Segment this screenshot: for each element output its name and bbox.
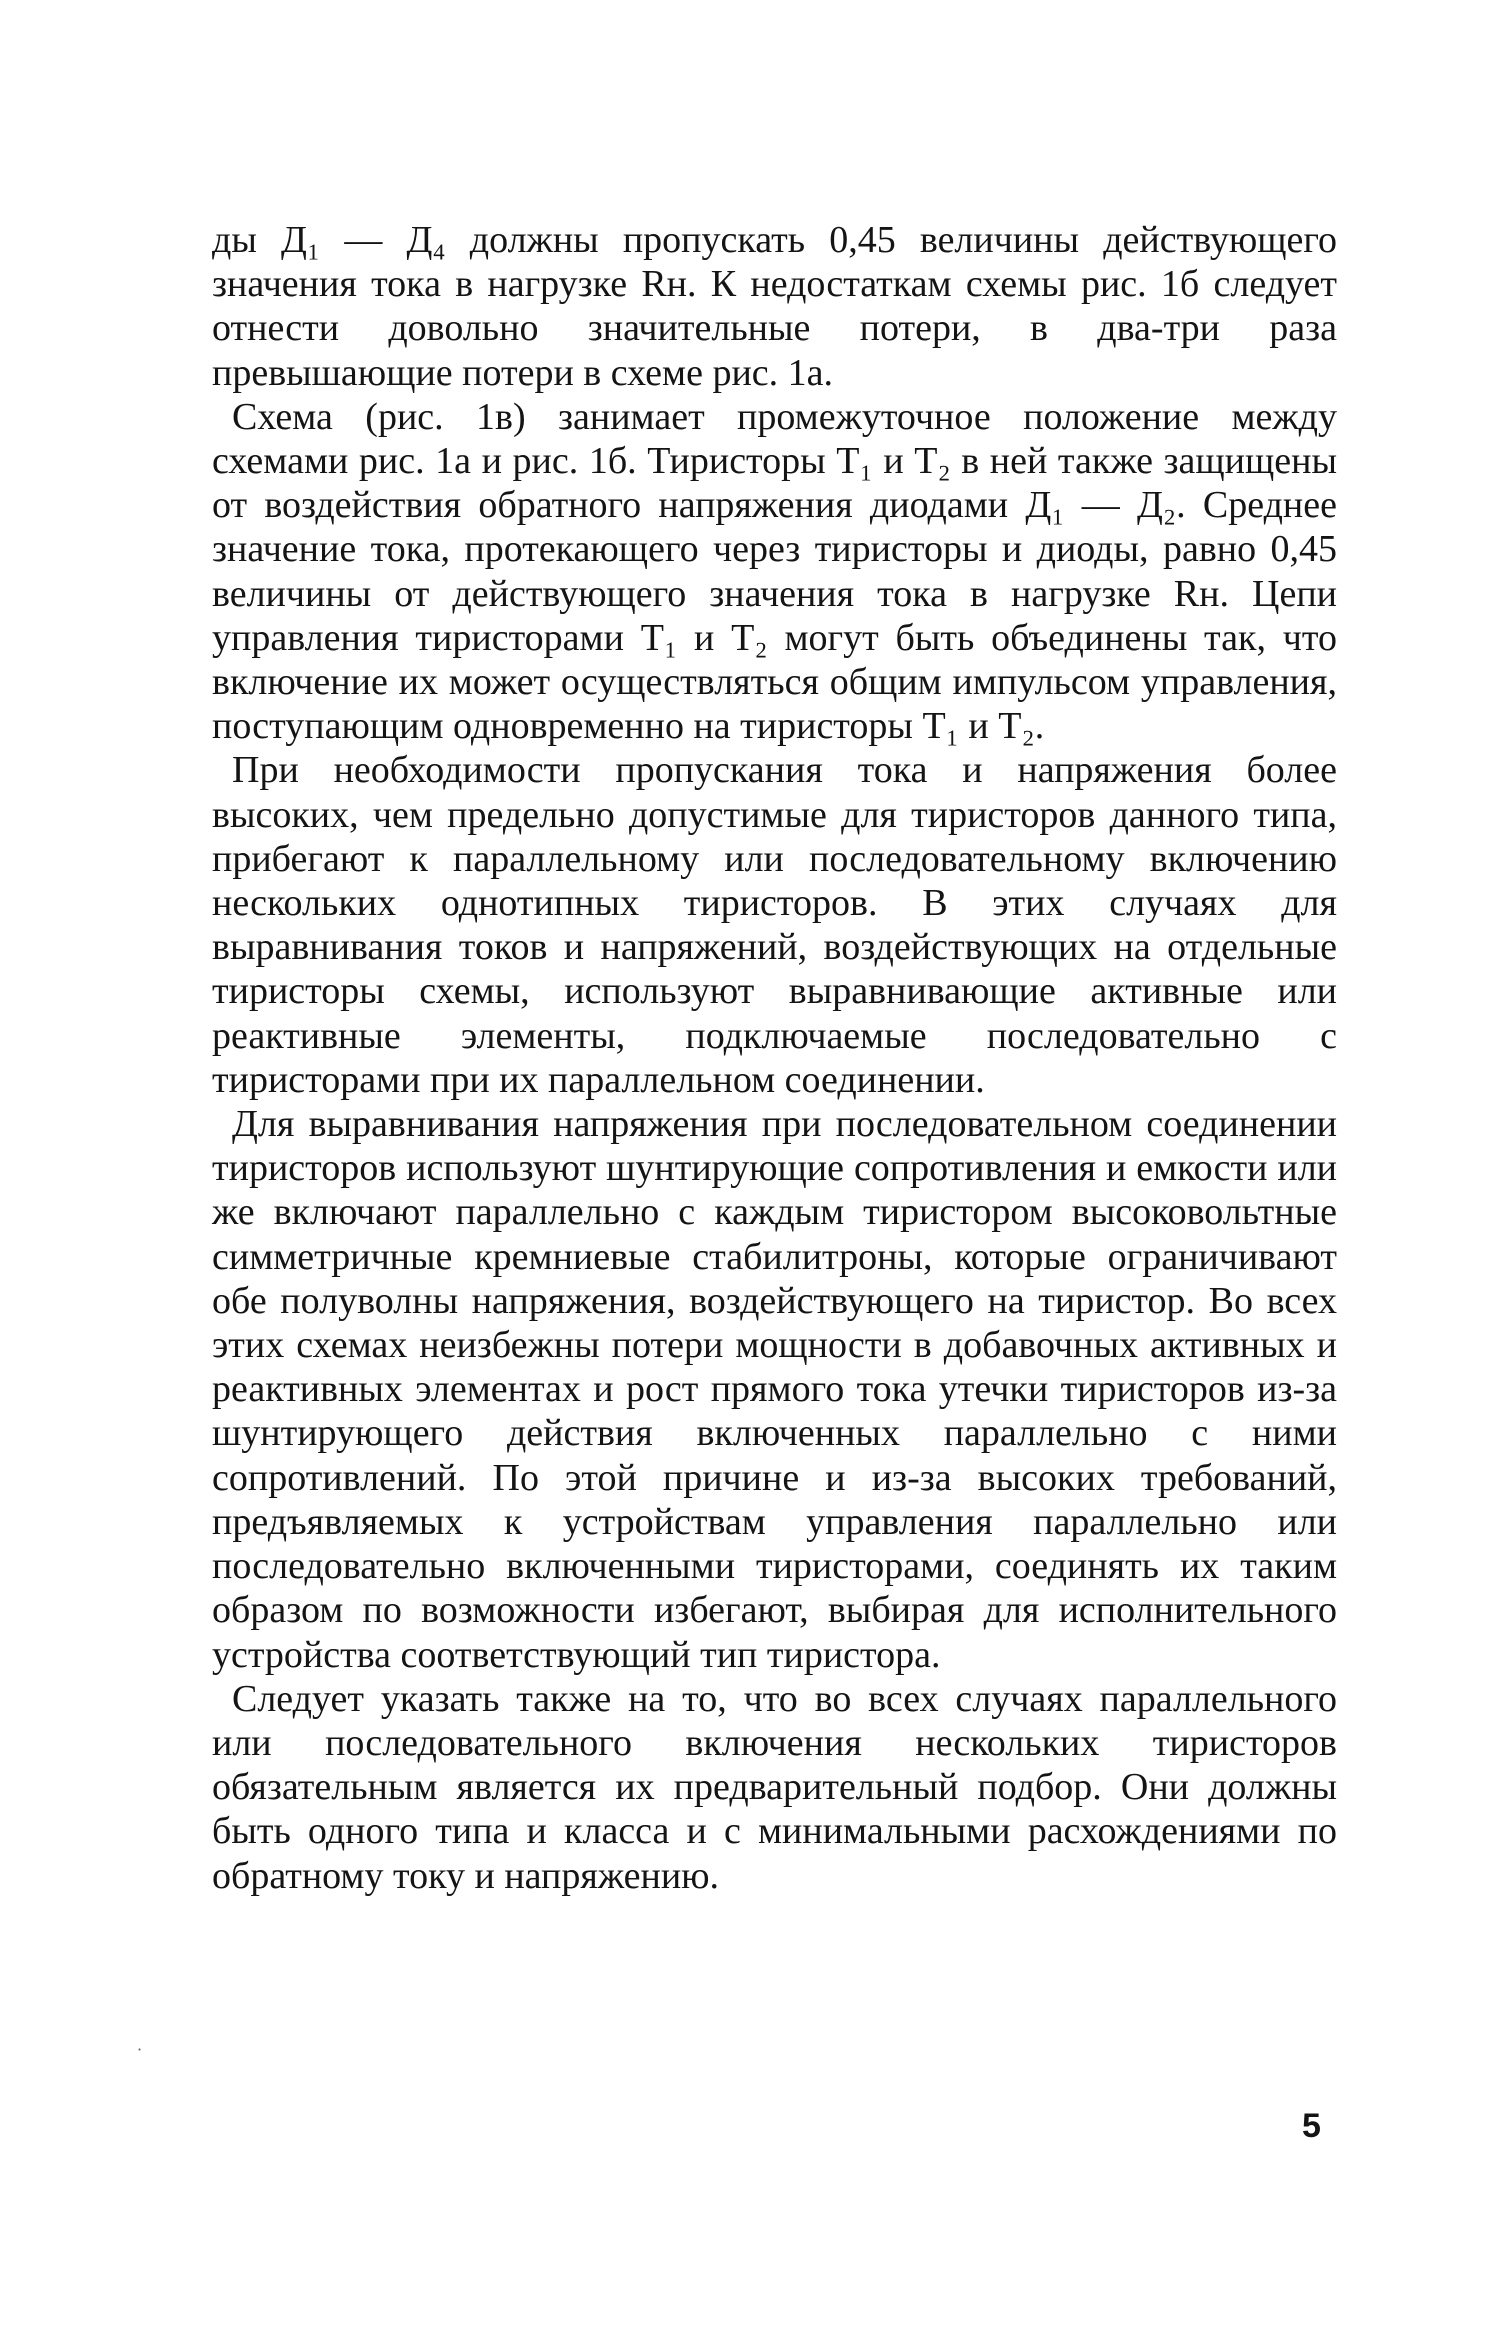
paragraph-1: ды Д₁ — Д₄ должны пропускать 0,45 величины действующего значения тока в нагрузке Rн. К недостаткам схемы рис. 1б следует отнести довольно значительные потери, в два-три раза превышающие потери в схеме рис. 1а. — [212, 219, 1337, 394]
paragraph-2: Схема (рис. 1в) занимает промежуточное положение между схемами рис. 1а и рис. 1б. Тиристоры T₁ и T₂ в ней также защищены от воздействия обратного напряжения диодами Д₁ — Д₂. Среднее значение тока, протекающего через тиристоры и диоды, равно 0,45 величины от действующего значения тока в нагрузке Rн. Цепи управления тиристорами T₁ и T₂ могут быть объединены так, что включение их может осуществляться общим импульсом управления, поступающим одновременно на тиристоры T₁ и T₂. — [212, 395, 1337, 748]
body-text — [212, 218, 1337, 1898]
paragraph-3: При необходимости пропускания тока и напряжения более высоких, чем предельно допустимые для тиристоров данного типа, прибегают к параллельному или последовательному включению нескольких однотипных тиристоров. В этих случаях для выравнивания токов и напряжений, воздействующих на отдельные тиристоры схемы, используют выравнивающие активные или реактивные элементы, подключаемые последовательно с тиристорами при их параллельном соединении. — [212, 749, 1337, 1101]
page-number: 5 — [1302, 2107, 1321, 2145]
paragraph-4: Для выравнивания напряжения при последовательном соединении тиристоров используют шунтирующие сопротивления и емкости или же включают параллельно с каждым тиристором высоковольтные симметричные кремниевые стабилитроны, которые ограничивают обе полуволны напряжения, воздействующего на тиристор. Во всех этих схемах неизбежны потери мощности в добавочных активных и реактивных элементах и рост прямого тока утечки тиристоров из-за шунтирующего действия включенных параллельно с ними сопротивлений. По этой причине и из-за высоких требований, предъявляемых к устройствам управления параллельно или последовательно включенными тиристорами, соединять их таким образом по возможности избегают, выбирая для исполнительного устройства соответствующий тип тиристора. — [212, 1103, 1337, 1676]
paragraph-5: Следует указать также на то, что во всех случаях параллельного или последовательного включения нескольких тиристоров обязательным является их предварительный подбор. Они должны быть одного типа и класса и с минимальными расхождениями по обратному току и напряжению. — [212, 1677, 1337, 1897]
margin-mark: · — [137, 2040, 143, 2059]
